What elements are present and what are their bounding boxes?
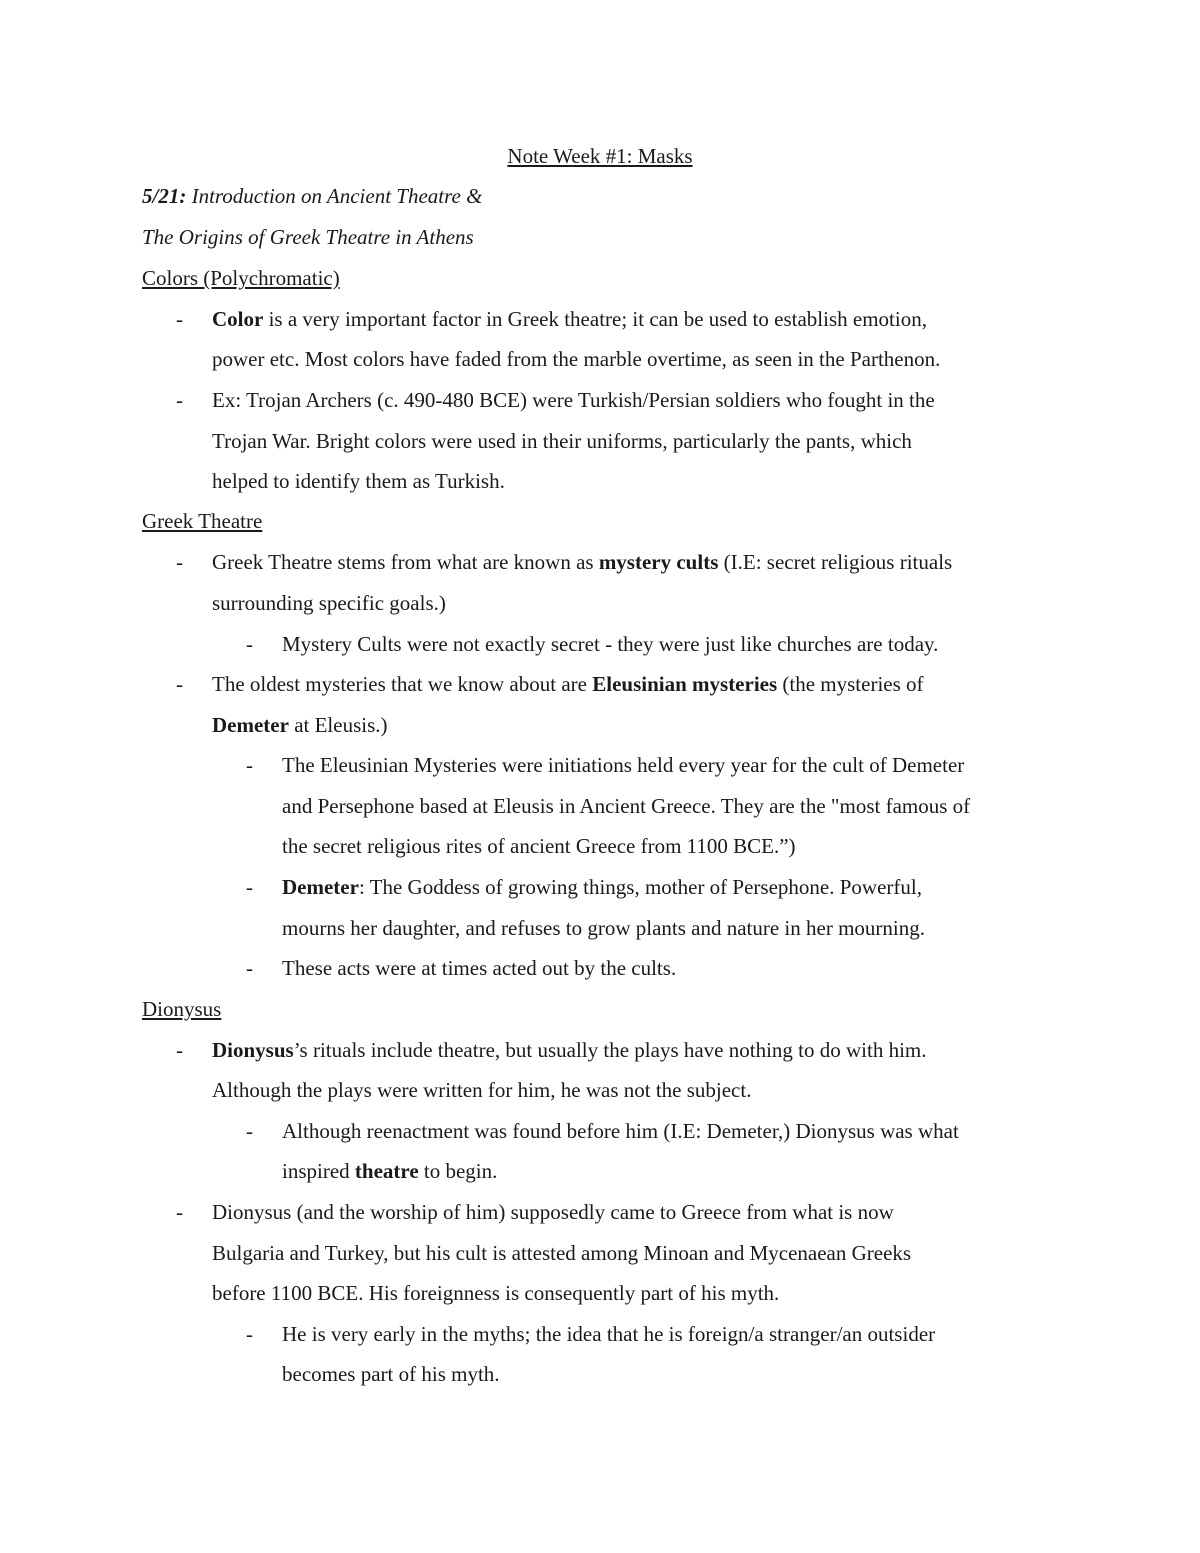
dionysus-bullet-2-line-2: Bulgaria and Turkey, but his cult is attested among Minoan and Mycenaean Greeks — [212, 1241, 912, 1265]
bullet-dash: - — [176, 1038, 183, 1062]
bullet-text: is a very important factor in Greek theatre; it can be used to establish emotion, — [263, 307, 927, 331]
bullet-dash: - — [176, 550, 183, 574]
bullet-dash: - — [176, 388, 183, 412]
dionysus-bullet-2-line-3: before 1100 BCE. His foreignness is consequently part of his myth. — [212, 1281, 780, 1305]
greek-sub-bullet-3-line-2: mourns her daughter, and refuses to grow plants and nature in her mourning. — [282, 916, 925, 940]
bullet-text: : The Goddess of growing things, mother of Persephone. Powerful, — [358, 875, 922, 899]
bullet-text: (the mysteries of — [777, 672, 924, 696]
dionysus-bullet-1-line-2: Although the plays were written for him, he was not the subject. — [212, 1078, 752, 1102]
greek-sub-bullet-4: These acts were at times acted out by the cults. — [282, 956, 677, 980]
dionysus-bullet-2-line-1: Dionysus (and the worship of him) supposedly came to Greece from what is now — [212, 1200, 894, 1224]
section-heading-greek-theatre: Greek Theatre — [142, 509, 263, 533]
dionysus-bullet-1-line-1 — [212, 1040, 927, 1061]
greek-bullet-1-line-1 — [212, 552, 952, 573]
dionysus-sub-bullet-1-line-1: Although reenactment was found before him (I.E: Demeter,) Dionysus was what — [282, 1119, 959, 1143]
bold-term: Demeter — [282, 875, 359, 899]
lecture-title-part-1: Introduction on Ancient Theatre & — [186, 184, 483, 208]
bullet-dash: - — [176, 672, 183, 696]
dionysus-sub-bullet-2-line-1: He is very early in the myths; the idea that he is foreign/a stranger/an outsider — [282, 1322, 936, 1346]
dionysus-sub-bullet-1-line-2 — [282, 1161, 497, 1182]
bullet-dash: - — [176, 307, 183, 331]
sub-bullet-dash: - — [246, 956, 253, 980]
bullet-text: The oldest mysteries that we know about are — [212, 672, 593, 696]
bullet-text: ’s rituals include theatre, but usually the plays have nothing to do with him. — [293, 1038, 927, 1062]
bold-term: mystery cults — [598, 550, 719, 574]
bold-term: Eleusinian mysteries — [592, 672, 778, 696]
section-heading-colors: Colors (Polychromatic) — [142, 266, 340, 290]
greek-sub-bullet-2-line-3: the secret religious rites of ancient Greece from 1100 BCE.”) — [282, 834, 796, 858]
bold-term: Color — [212, 307, 264, 331]
sub-bullet-dash: - — [246, 753, 253, 777]
greek-sub-bullet-2-line-1: The Eleusinian Mysteries were initiations held every year for the cult of Demeter — [282, 753, 965, 777]
bold-term: theatre — [354, 1159, 419, 1183]
bullet-text: inspired — [282, 1159, 355, 1183]
dionysus-sub-bullet-2-line-2: becomes part of his myth. — [282, 1362, 500, 1386]
colors-bullet-1-line-1 — [212, 309, 927, 330]
bullet-text: (I.E: secret religious rituals — [718, 550, 953, 574]
greek-sub-bullet-2-line-2: and Persephone based at Eleusis in Ancient Greece. They are the "most famous of — [282, 794, 971, 818]
greek-bullet-1-line-2: surrounding specific goals.) — [212, 591, 446, 615]
bullet-text: to begin. — [418, 1159, 498, 1183]
colors-bullet-2-line-2: Trojan War. Bright colors were used in their uniforms, particularly the pants, which — [212, 429, 912, 453]
greek-sub-bullet-1: Mystery Cults were not exactly secret - they were just like churches are today. — [282, 632, 939, 656]
bullet-text: Greek Theatre stems from what are known as — [212, 550, 599, 574]
section-heading-dionysus: Dionysus — [142, 997, 222, 1021]
lecture-heading-line-1 — [142, 186, 482, 207]
sub-bullet-dash: - — [246, 875, 253, 899]
sub-bullet-dash: - — [246, 632, 253, 656]
bold-term: Dionysus — [212, 1038, 294, 1062]
greek-bullet-2-line-2 — [212, 715, 388, 736]
colors-bullet-2-line-3: helped to identify them as Turkish. — [212, 469, 505, 493]
colors-bullet-2-line-1: Ex: Trojan Archers (c. 490-480 BCE) were Turkish/Persian soldiers who fought in the — [212, 388, 935, 412]
greek-sub-bullet-3-line-1 — [282, 877, 922, 898]
sub-bullet-dash: - — [246, 1322, 253, 1346]
sub-bullet-dash: - — [246, 1119, 253, 1143]
bullet-text: at Eleusis.) — [288, 713, 388, 737]
date-label: 5/21: — [142, 184, 187, 208]
bullet-dash: - — [176, 1200, 183, 1224]
page-title: Note Week #1: Masks — [507, 144, 693, 168]
bold-term: Demeter — [212, 713, 289, 737]
greek-bullet-2-line-1 — [212, 674, 924, 695]
colors-bullet-1-line-2: power etc. Most colors have faded from the marble overtime, as seen in the Parthenon. — [212, 347, 941, 371]
lecture-heading-line-2: The Origins of Greek Theatre in Athens — [142, 225, 474, 249]
